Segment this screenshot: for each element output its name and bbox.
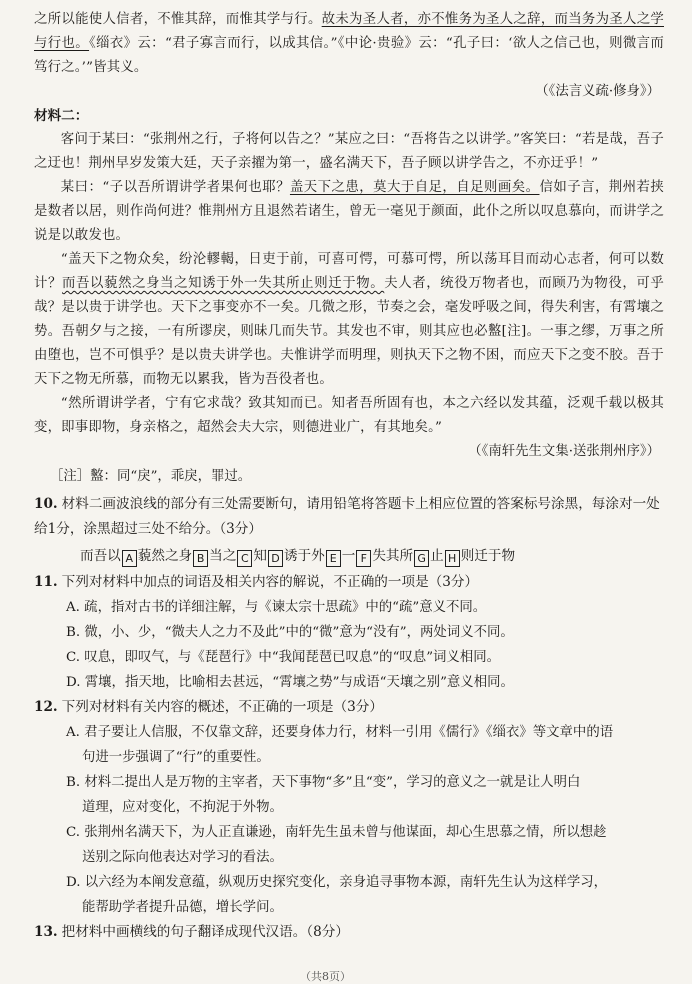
answer-box-g[interactable]: G: [414, 550, 429, 567]
material1-text-b: 《缁衣》云：“君子寡言而行，以成其信。”《中论·贵验》云：“孔子曰：‘欲人之信己也，则微言而笃行之。’”皆其义。: [34, 36, 664, 75]
answer-box-f[interactable]: F: [356, 550, 371, 567]
material1-tail: [34, 8, 664, 80]
material2-heading: 材料二：: [34, 108, 89, 124]
para3-text-b: 夫人者，统役万物者也，而顾乃为物役，可乎哉？是以贵于讲学也。天下之事变亦不一矣。几微之形，节奏之会，毫发呼吸之间，得失利害，有霄壤之势。吾朝夕与之接，一有所谬戾，则昧几而失节。其发也不审，则其应也必盭[注]。一事之缪，万事之所由堕也，岂不可惧乎？是以贵夫讲学也。夫惟讲学而明理，则执天下之物不困，而应天下之变不胶。吾于天下之物无所慕，而物无以累我，皆为吾役者也。: [34, 276, 665, 387]
option-line-cont: 句进一步强调了“行”的重要性。: [82, 750, 270, 765]
para2-underlined: 盖天下之患，莫大于自足，自足则画矣。: [289, 180, 540, 195]
question-13: [34, 920, 664, 945]
question-12-option-b[interactable]: [66, 770, 664, 820]
material2-para2: [34, 176, 664, 248]
segment: 止: [430, 548, 444, 564]
material1-source: （《法言义疏·修身》）: [535, 84, 660, 99]
question-11-option-a[interactable]: A. 疏，指对古书的详细注解，与《谏太宗十思疏》中的“疏”意义不同。: [66, 600, 487, 615]
option-line-cont: 能帮助学者提升品德，增长学问。: [82, 900, 283, 915]
question-12-option-a[interactable]: [66, 720, 664, 770]
question-12-option-c[interactable]: [66, 820, 664, 870]
segment: 而吾以: [80, 548, 121, 564]
material2-para4: “然所谓讲学者，宁有它求哉？致其知而已。知者吾所固有也，本之六经以发其蕴，泛观千载以极其变，即事即物，身亲格之，超然会夫大宗，则德进业广，有其地矣。”: [34, 396, 664, 435]
question-11-text: 下列对材料中加点的词语及相关内容的解说，不正确的一项是（3分）: [61, 574, 479, 590]
question-11-option-c[interactable]: C. 叹息，即叹气，与《琵琶行》中“我闻琵琶已叹息”的“叹息”词义相同。: [66, 650, 500, 665]
page-footer: （共8页）: [300, 970, 351, 983]
answer-box-a[interactable]: A: [122, 550, 137, 567]
answer-box-b[interactable]: B: [193, 550, 208, 567]
material2-para3: [34, 248, 664, 392]
segment: 藐然之身: [137, 548, 193, 564]
answer-box-h[interactable]: H: [445, 550, 460, 567]
option-line-cont: 送别之际向他表达对学习的看法。: [82, 850, 283, 865]
para3-text-a: “盖天下之物众矣，纷沦轇輵，日吏于前，可喜可愕，可慕可愕，所以荡耳目而动心志者，何可以数计？: [34, 252, 664, 291]
para2-text-b: 信如子言，荆州若挟是数者以居，则作尚何进？惟荆州方且退然若诸生，曾无一毫见于颜面，此仆之所以叹息慕向，而讲学之说是以敢发也。: [34, 180, 664, 243]
question-13-text: 把材料中画横线的句子翻译成现代汉语。（8分）: [61, 924, 349, 940]
question-11: [34, 570, 664, 595]
question-11-number: 11.: [34, 574, 58, 590]
segment: 则迁于物: [460, 548, 516, 564]
material1-text-a: 之所以能使人信者，不惟其辞，而惟其学与行。: [34, 12, 322, 27]
question-12-text: 下列对材料有关内容的概述，不正确的一项是（3分）: [61, 699, 383, 715]
option-line: B. 材料二提出人是万物的主宰者，天下事物“多”且“变”，学习的意义之一就是让人明白: [66, 775, 581, 790]
question-10-number: 10.: [34, 496, 58, 512]
answer-box-c[interactable]: C: [237, 550, 252, 567]
answer-box-d[interactable]: D: [268, 550, 283, 567]
question-10-segments: [80, 542, 664, 570]
option-line-cont: 道理，应对变化，不拘泥于外物。: [82, 800, 283, 815]
answer-box-e[interactable]: E: [326, 550, 341, 567]
segment: 当之: [209, 548, 237, 564]
question-12-number: 12.: [34, 699, 58, 715]
option-line: A. 君子要让人信服，不仅靠文辞，还要身体力行，材料一引用《儒行》《缁衣》等文章中的语: [66, 725, 614, 740]
question-10-text: 材料二画波浪线的部分有三处需要断句，请用铅笔将答题卡上相应位置的答案标号涂黑，每涂对一处给1分，涂黑超过三处不给分。（3分）: [34, 496, 660, 537]
question-12: [34, 695, 664, 720]
segment: 失其所: [372, 548, 414, 564]
question-11-option-b[interactable]: B. 微，小、少，“微夫人之力不及此”中的“微”意为“没有”，两处词义不同。: [66, 625, 514, 640]
para3-wavy: 而吾以藐然之身当之知诱于外一失其所止则迁于物。: [62, 276, 385, 291]
material2-source: （《南轩先生文集·送张荆州序》）: [468, 444, 660, 459]
segment: 一: [341, 548, 356, 564]
option-line: D. 以六经为本阐发意蕴，纵观历史探究变化，亲身追寻事物本源，南轩先生认为这样学习，: [66, 875, 608, 890]
segment: 诱于外: [283, 548, 325, 564]
material1-underlined: 故未为圣人者，亦不惟务为圣人之辞，而当务为圣人之学与行也。: [34, 12, 664, 51]
para2-text-a: 某曰：“子以吾所谓讲学者果何也耶？: [60, 180, 290, 195]
material2-note: ［注］盭：同“戾”，乖戾，罪过。: [50, 469, 252, 484]
question-10: [34, 492, 664, 542]
option-line: C. 张荆州名满天下，为人正直谦逊，南轩先生虽未曾与他谋面，却心生思慕之情，所以想趁: [66, 825, 607, 840]
material2-para1: 客问于某曰：“张荆州之行，子将何以告之？”某应之曰：“吾将告之以讲学。”客笑曰：“若是哉，吾子之迂也！荆州早岁发策大廷，天子亲擢为第一，盛名满天下，吾子顾以讲学告之，不亦迂乎！”: [34, 132, 664, 171]
segment: 知: [253, 548, 267, 564]
question-13-number: 13.: [34, 924, 58, 940]
question-11-option-d[interactable]: D. 霄壤，指天地，比喻相去甚远，“霄壤之势”与成语“天壤之别”意义相同。: [66, 675, 514, 690]
question-12-option-d[interactable]: [66, 870, 664, 920]
